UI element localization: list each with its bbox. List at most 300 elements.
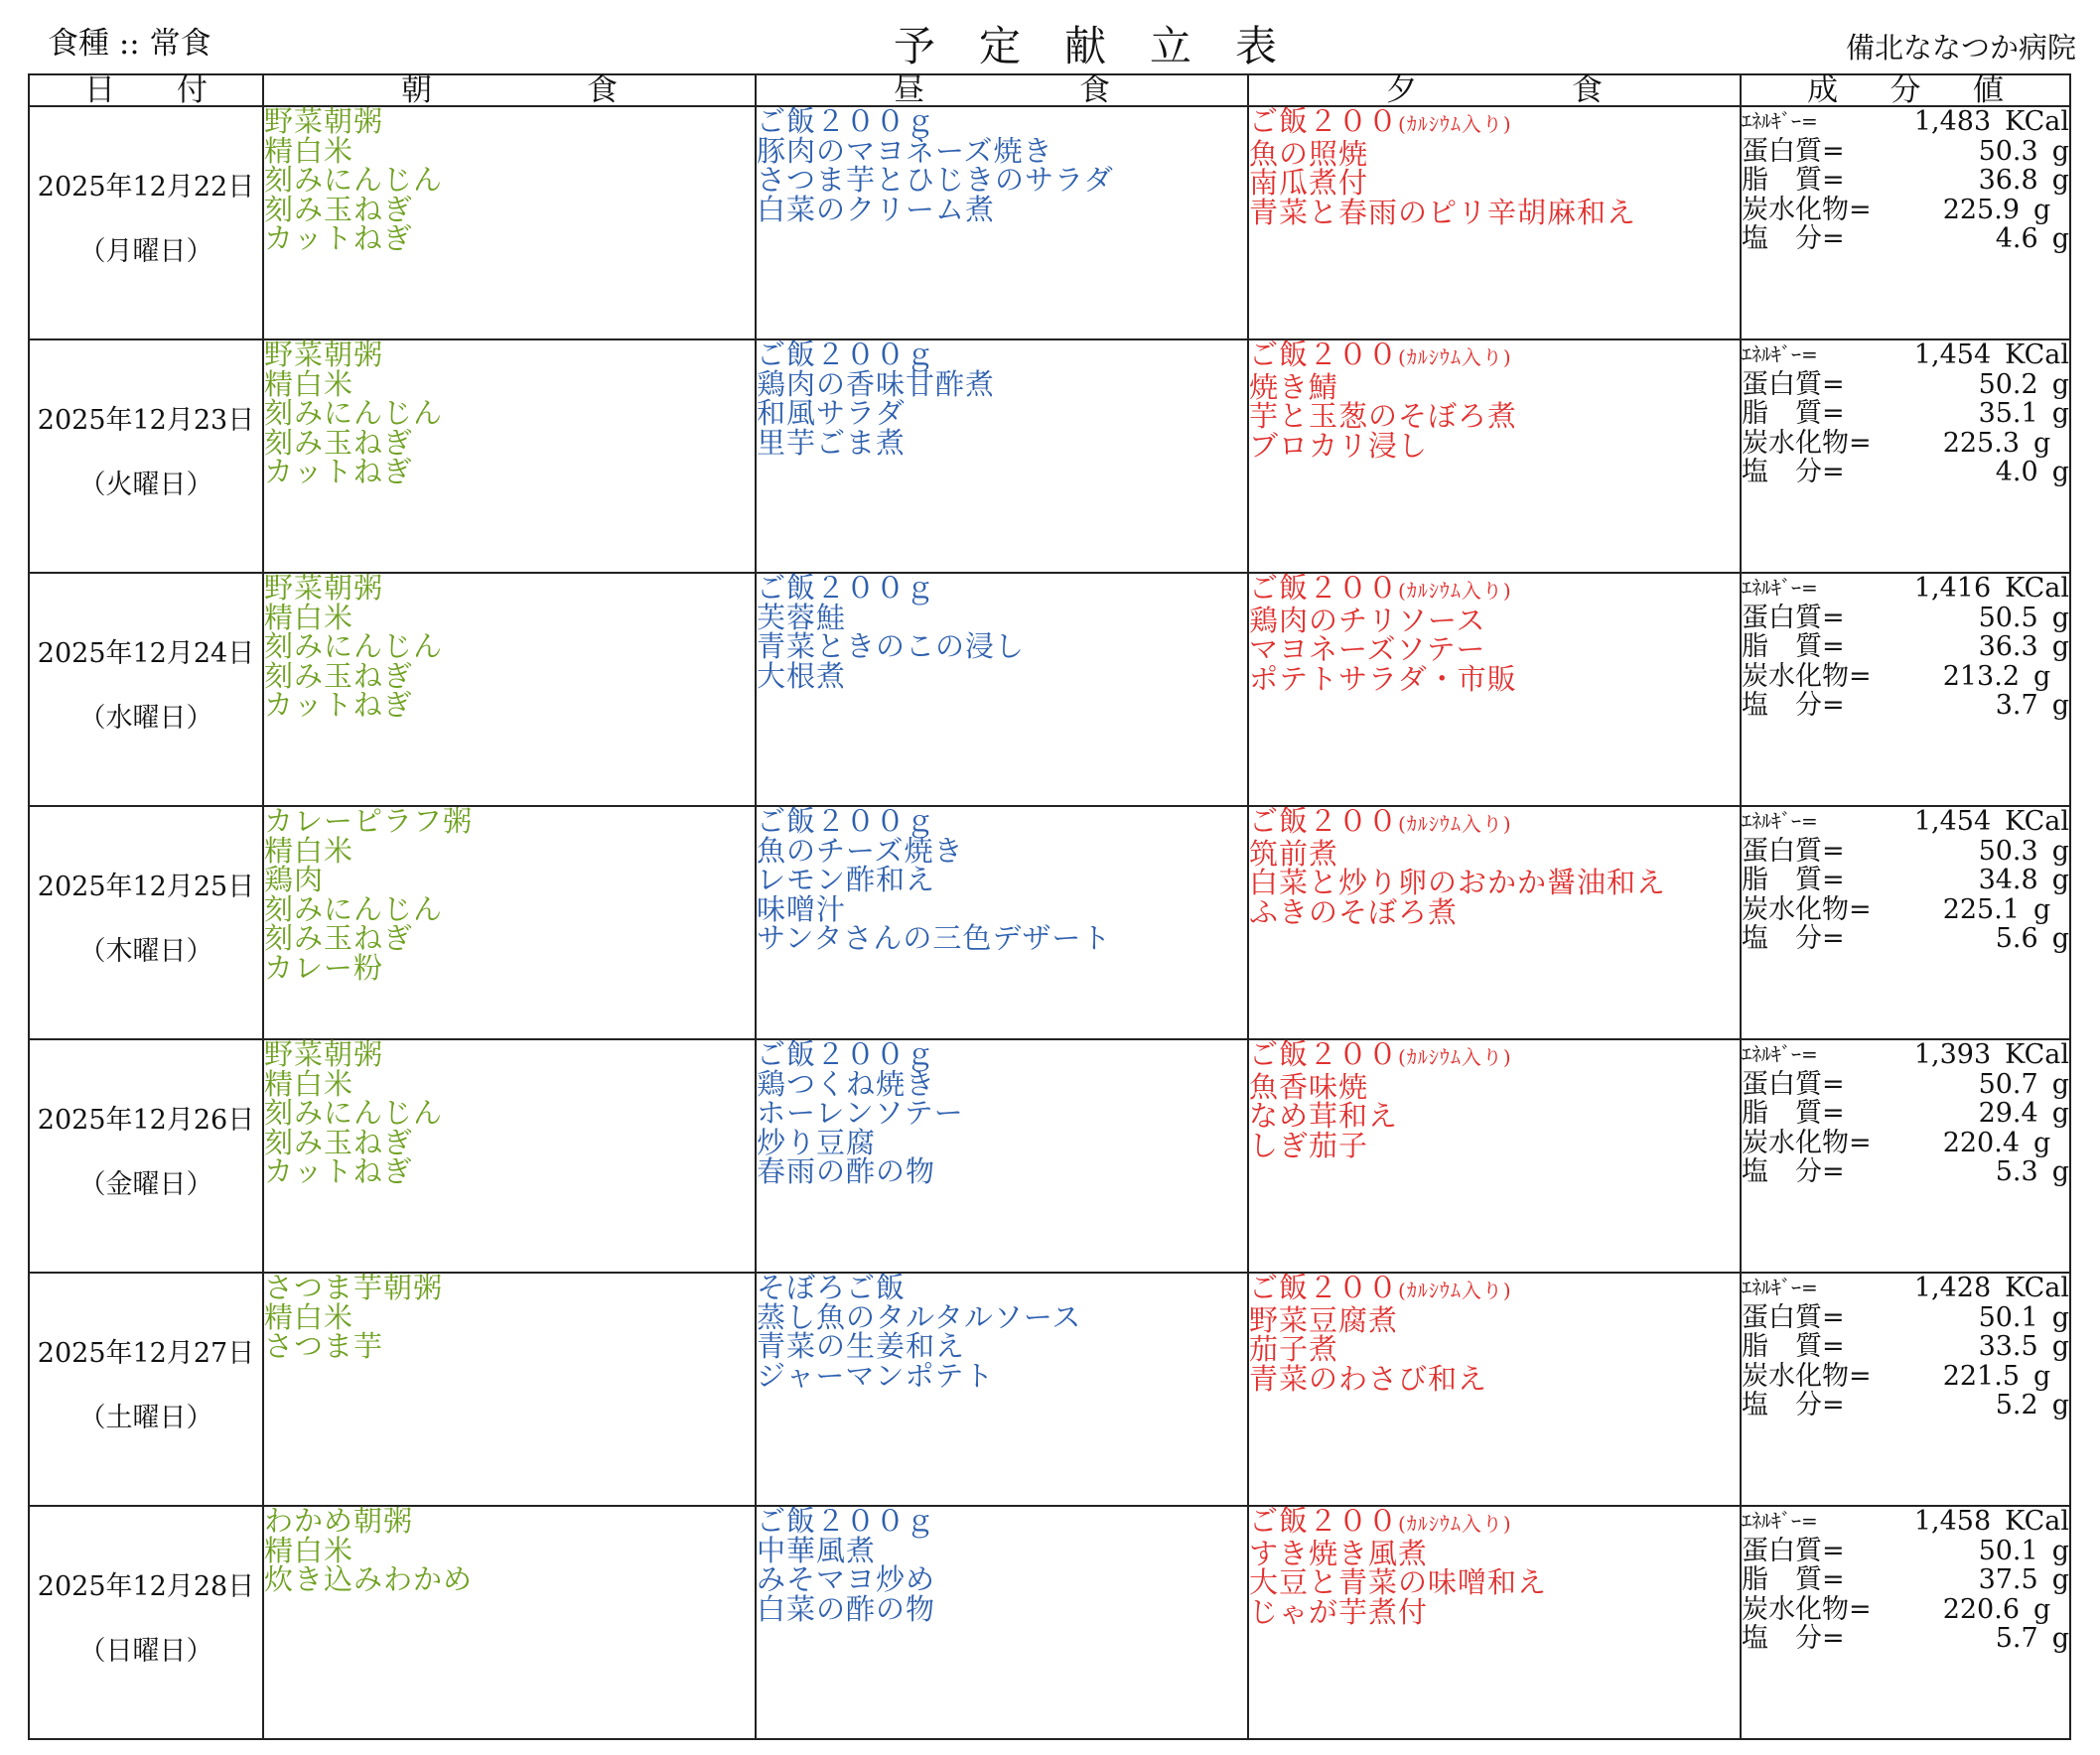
nutrition-cell [1741, 1506, 2070, 1739]
breakfast-item: カットねぎ [264, 455, 413, 488]
nutrient-row-carb [1742, 662, 2069, 692]
nutrient-value: 5.3 [1995, 1156, 2038, 1187]
nutrient-value: 213.2 [1942, 660, 2020, 692]
hospital-name: 備北ななつか病院 [1845, 31, 2076, 65]
nutrient-row-salt [1742, 1391, 2069, 1420]
nutrient-row-salt [1742, 924, 2069, 954]
nutrient-unit: KCal [2005, 106, 2069, 137]
nutrient-label: 脂 質= [1742, 1564, 1845, 1595]
nutrient-row-protein [1742, 1303, 2069, 1333]
breakfast-cell [263, 339, 756, 573]
lunch-item: 和風サラダ [757, 396, 906, 430]
nutrient-row-energy [1742, 1274, 2069, 1303]
nutrient-label: 炭水化物= [1742, 660, 1872, 692]
nutrient-label: ｴﾈﾙｷﾞｰ= [1742, 109, 1818, 133]
dinner-cell [1248, 573, 1741, 806]
dinner-item: 茄子煮 [1249, 1332, 1339, 1366]
nutrient-value: 1,428 [1913, 1273, 1992, 1303]
nutrient-row-protein [1742, 604, 2069, 633]
dinner-item: 南瓜煮付 [1249, 166, 1369, 200]
nutrient-unit: KCal [2005, 339, 2069, 370]
nutrient-label: 蛋白質= [1742, 135, 1845, 167]
nutrient-label: 蛋白質= [1742, 1301, 1845, 1333]
nutrient-value: 29.4 [1978, 1098, 2038, 1129]
breakfast-item: 刻みにんじん [264, 1096, 444, 1130]
lunch-item: ご飯２００ｇ [757, 1504, 936, 1538]
nutrient-value: 1,458 [1913, 1506, 1992, 1537]
dinner-item: 野菜豆腐煮 [1249, 1302, 1399, 1337]
nutrient-label: 脂 質= [1742, 631, 1845, 662]
dinner-item: ポテトサラダ・市販 [1249, 661, 1517, 696]
weekday-text: （金曜日） [78, 1169, 213, 1200]
nutrient-value: 220.6 [1942, 1593, 2020, 1625]
breakfast-item: 野菜朝粥 [264, 571, 384, 605]
nutrient-label: ｴﾈﾙｷﾞｰ= [1742, 1276, 1818, 1299]
dinner-item: 魚の照焼 [1249, 136, 1369, 171]
nutrient-value: 50.5 [1978, 602, 2038, 633]
nutrient-label: 塩 分= [1742, 923, 1845, 954]
dinner-item: 白菜と炒り卵のおかか醤油和え [1249, 866, 1667, 899]
nutrient-label: 炭水化物= [1742, 1127, 1872, 1158]
nutrient-unit: g [2051, 1068, 2069, 1100]
dinner-item: 芋と玉葱のそぼろ煮 [1249, 399, 1518, 433]
dinner-item: しぎ茄子 [1249, 1128, 1369, 1162]
nutrient-row-carb [1742, 1129, 2069, 1158]
dinner-item: 青菜のわさび和え [1249, 1361, 1488, 1396]
lunch-item: 味噌汁 [757, 891, 847, 926]
breakfast-item: 野菜朝粥 [264, 338, 384, 371]
nutrient-unit: g [2033, 1593, 2051, 1625]
calcium-note: (ｶﾙｼｳﾑ入り) [1398, 1512, 1512, 1536]
day-row [29, 339, 2070, 573]
breakfast-item: 野菜朝粥 [264, 1037, 384, 1071]
column-header-nutrition [1741, 74, 2070, 106]
breakfast-cell [263, 1506, 756, 1739]
nutrient-value: 1,454 [1913, 339, 1992, 370]
nutrient-value: 221.5 [1942, 1360, 2020, 1392]
lunch-item: レモン酢和え [757, 863, 936, 896]
nutrient-row-salt [1742, 458, 2069, 487]
lunch-cell [756, 106, 1248, 339]
nutrient-row-energy [1742, 807, 2069, 837]
weekday-text: （日曜日） [78, 1636, 213, 1667]
nutrient-value: 225.3 [1942, 427, 2020, 459]
lunch-item: 青菜ときのこの浸し [757, 629, 1026, 663]
nutrient-unit: g [2051, 457, 2069, 487]
lunch-item: 青菜の生姜和え [757, 1329, 966, 1363]
calcium-note: (ｶﾙｼｳﾑ入り) [1398, 579, 1512, 603]
dinner-rice-item [1249, 104, 1740, 140]
nutrient-value: 50.2 [1978, 368, 2038, 400]
nutrient-label: 脂 質= [1742, 398, 1845, 429]
breakfast-item: 刻みにんじん [264, 163, 444, 197]
breakfast-item: さつま芋朝粥 [264, 1271, 444, 1304]
breakfast-cell [263, 806, 756, 1039]
date-cell [29, 1273, 263, 1506]
nutrient-row-protein [1742, 837, 2069, 867]
date-cell [29, 573, 263, 806]
nutrient-unit: KCal [2005, 806, 2069, 837]
lunch-item: 中華風煮 [757, 1533, 877, 1567]
nutrient-row-energy [1742, 107, 2069, 137]
nutrient-row-fat [1742, 632, 2069, 662]
lunch-cell [756, 1273, 1248, 1506]
lunch-item: 白菜の酢の物 [757, 1591, 936, 1626]
column-header-lunch [756, 74, 1248, 106]
day-row [29, 573, 2070, 806]
nutrient-unit: g [2051, 135, 2069, 167]
date-cell [29, 1039, 263, 1273]
dinner-cell [1248, 806, 1741, 1039]
dinner-rice-text: ご飯２００ [1249, 804, 1399, 838]
breakfast-item: 刻み玉ねぎ [264, 658, 414, 693]
lunch-item: 芙蓉鮭 [757, 600, 847, 634]
dinner-rice-text: ご飯２００ [1249, 1504, 1399, 1538]
nutrient-label: 蛋白質= [1742, 602, 1845, 633]
nutrient-unit: g [2051, 1098, 2069, 1129]
nutrient-unit: g [2051, 165, 2069, 196]
nutrient-value: 1,416 [1913, 573, 1992, 604]
date-cell [29, 106, 263, 339]
lunch-cell [756, 573, 1248, 806]
nutrient-label: 蛋白質= [1742, 1068, 1845, 1100]
nutrient-value: 225.1 [1942, 893, 2020, 925]
nutrient-row-energy [1742, 574, 2069, 604]
nutrient-value: 4.6 [1995, 223, 2038, 254]
date-text: 2025年12月23日 [37, 405, 255, 436]
breakfast-item: 炊き込みわかめ [264, 1562, 474, 1596]
weekday-text: （土曜日） [78, 1403, 213, 1433]
column-header-dinner [1248, 74, 1741, 106]
breakfast-cell [263, 1039, 756, 1273]
breakfast-item: 精白米 [264, 1533, 354, 1567]
nutrient-unit: g [2033, 194, 2051, 225]
nutrient-label: ｴﾈﾙｷﾞｰ= [1742, 1042, 1818, 1066]
calcium-note: (ｶﾙｼｳﾑ入り) [1398, 1279, 1512, 1302]
nutrient-row-fat [1742, 166, 2069, 196]
breakfast-item: 鶏肉 [264, 863, 325, 896]
nutrient-value: 36.8 [1978, 165, 2038, 196]
lunch-cell [756, 339, 1248, 573]
breakfast-item: 刻み玉ねぎ [264, 192, 414, 226]
nutrient-value: 1,393 [1913, 1039, 1992, 1070]
dinner-item: じゃが芋煮付 [1249, 1594, 1429, 1629]
lunch-cell [756, 1039, 1248, 1273]
nutrient-unit: KCal [2005, 1273, 2069, 1303]
nutrient-label: ｴﾈﾙｷﾞｰ= [1742, 342, 1818, 366]
nutrient-unit: g [2033, 893, 2051, 925]
column-header-breakfast-char: 朝 [401, 72, 432, 108]
day-row [29, 1039, 2070, 1273]
lunch-item: ホーレンソテー [757, 1096, 964, 1130]
nutrient-label: 蛋白質= [1742, 835, 1845, 867]
lunch-cell [756, 806, 1248, 1039]
dinner-item: マヨネーズソテー [1249, 632, 1486, 666]
dinner-rice-item [1249, 1271, 1740, 1306]
nutrient-label: ｴﾈﾙｷﾞｰ= [1742, 576, 1818, 600]
lunch-item: ご飯２００ｇ [757, 104, 936, 138]
page-title: 予定献立表 [894, 22, 1322, 70]
date-text: 2025年12月27日 [37, 1338, 255, 1369]
dinner-rice-item [1249, 1504, 1740, 1540]
dinner-rice-text: ご飯２００ [1249, 571, 1399, 605]
column-header-date: 日 付 [29, 74, 263, 106]
dinner-item: すき焼き風煮 [1249, 1536, 1429, 1570]
dinner-rice-text: ご飯２００ [1249, 1037, 1399, 1071]
nutrient-value: 50.7 [1978, 1068, 2038, 1100]
column-header-nutrition-char: 分 [1890, 72, 1921, 108]
nutrient-value: 1,483 [1913, 106, 1992, 137]
nutrient-unit: g [2051, 690, 2069, 721]
nutrition-cell [1741, 106, 2070, 339]
date-text: 2025年12月26日 [37, 1105, 255, 1136]
dinner-rice-item [1249, 571, 1740, 607]
nutrient-unit: g [2051, 1156, 2069, 1187]
nutrient-unit: g [2051, 865, 2069, 895]
date-cell [29, 1506, 263, 1739]
column-header-dinner-char: 食 [1572, 72, 1603, 108]
nutrient-label: 脂 質= [1742, 1331, 1845, 1362]
date-text: 2025年12月24日 [37, 638, 255, 669]
nutrient-label: 塩 分= [1742, 1390, 1845, 1420]
dinner-rice-text: ご飯２００ [1249, 1271, 1399, 1304]
breakfast-item: カレーピラフ粥 [264, 804, 474, 838]
dinner-item: ふきのそぼろ煮 [1249, 894, 1459, 929]
nutrient-value: 5.2 [1995, 1390, 2038, 1420]
nutrient-row-salt [1742, 691, 2069, 721]
lunch-item: ご飯２００ｇ [757, 338, 936, 371]
column-header-breakfast [263, 74, 756, 106]
nutrient-row-fat [1742, 1332, 2069, 1362]
nutrient-row-fat [1742, 866, 2069, 895]
breakfast-item: カットねぎ [264, 1154, 413, 1188]
nutrient-unit: KCal [2005, 1506, 2069, 1537]
nutrient-row-salt [1742, 224, 2069, 254]
nutrient-value: 37.5 [1978, 1564, 2038, 1595]
breakfast-item: さつま芋 [264, 1329, 384, 1363]
breakfast-item: 刻みにんじん [264, 629, 444, 663]
nutrient-row-carb [1742, 1362, 2069, 1392]
nutrition-cell [1741, 573, 2070, 806]
lunch-cell [756, 1506, 1248, 1739]
lunch-item: 鶏つくね焼き [757, 1066, 936, 1101]
breakfast-item: カットねぎ [264, 688, 413, 722]
nutrient-label: ｴﾈﾙｷﾞｰ= [1742, 1509, 1818, 1533]
nutrient-row-carb [1742, 1595, 2069, 1625]
nutrient-label: 塩 分= [1742, 1156, 1845, 1187]
weekday-text: （月曜日） [78, 236, 213, 267]
nutrient-value: 225.9 [1942, 194, 2020, 225]
nutrient-unit: g [2051, 1623, 2069, 1654]
day-row [29, 1506, 2070, 1739]
dinner-item: 焼き鯖 [1249, 369, 1339, 404]
menu-table [28, 73, 2071, 1740]
nutrient-unit: g [2051, 602, 2069, 633]
breakfast-item: 刻み玉ねぎ [264, 1125, 414, 1159]
breakfast-item: 刻み玉ねぎ [264, 425, 414, 460]
nutrient-row-salt [1742, 1624, 2069, 1654]
column-header-nutrition-char: 値 [1972, 72, 2004, 108]
day-row [29, 806, 2070, 1039]
nutrient-value: 3.7 [1995, 690, 2038, 721]
nutrient-label: 脂 質= [1742, 865, 1845, 895]
nutrient-row-fat [1742, 399, 2069, 429]
dinner-rice-text: ご飯２００ [1249, 338, 1399, 371]
nutrient-row-energy [1742, 340, 2069, 370]
nutrient-row-protein [1742, 1070, 2069, 1100]
dinner-cell [1248, 1506, 1741, 1739]
nutrient-row-fat [1742, 1099, 2069, 1129]
menu-body [29, 106, 2070, 1739]
nutrient-unit: g [2051, 398, 2069, 429]
lunch-item: ご飯２００ｇ [757, 1037, 936, 1071]
date-cell [29, 339, 263, 573]
nutrient-unit: g [2051, 835, 2069, 867]
nutrient-unit: KCal [2005, 1039, 2069, 1070]
dinner-cell [1248, 1039, 1741, 1273]
dinner-item: ブロカリ浸し [1249, 428, 1429, 463]
nutrient-value: 50.3 [1978, 835, 2038, 867]
nutrient-label: 蛋白質= [1742, 368, 1845, 400]
nutrient-row-carb [1742, 895, 2069, 925]
nutrient-unit: g [2051, 1331, 2069, 1362]
nutrient-value: 1,454 [1913, 806, 1992, 837]
calcium-note: (ｶﾙｼｳﾑ入り) [1398, 345, 1512, 369]
nutrient-unit: g [2051, 631, 2069, 662]
nutrient-label: 塩 分= [1742, 457, 1845, 487]
date-text: 2025年12月25日 [37, 872, 255, 902]
breakfast-cell [263, 573, 756, 806]
nutrient-unit: g [2051, 1301, 2069, 1333]
nutrient-value: 34.8 [1978, 865, 2038, 895]
date-cell [29, 806, 263, 1039]
weekday-text: （火曜日） [78, 470, 213, 500]
breakfast-item: 刻みにんじん [264, 891, 444, 926]
nutrient-label: 塩 分= [1742, 223, 1845, 254]
dinner-item: 青菜と春雨のピリ辛胡麻和え [1249, 195, 1637, 229]
nutrient-unit: g [2033, 660, 2051, 692]
breakfast-item: わかめ朝粥 [264, 1504, 414, 1538]
nutrient-row-salt [1742, 1157, 2069, 1187]
lunch-item: ご飯２００ｇ [757, 571, 936, 605]
nutrient-unit: g [2051, 923, 2069, 954]
dinner-rice-item [1249, 1037, 1740, 1073]
column-header-nutrition-char: 成 [1807, 72, 1839, 108]
nutrient-unit: g [2051, 368, 2069, 400]
nutrient-value: 4.0 [1995, 457, 2038, 487]
lunch-item: みそマヨ炒め [757, 1562, 936, 1596]
nutrition-cell [1741, 1039, 2070, 1273]
dinner-item: 筑前煮 [1249, 836, 1339, 871]
calcium-note: (ｶﾙｼｳﾑ入り) [1398, 812, 1512, 836]
nutrient-label: ｴﾈﾙｷﾞｰ= [1742, 809, 1818, 833]
column-header-lunch-char: 昼 [894, 72, 924, 108]
nutrient-row-protein [1742, 137, 2069, 167]
column-header-dinner-char: 夕 [1386, 72, 1417, 108]
nutrient-label: 炭水化物= [1742, 194, 1872, 225]
nutrient-value: 220.4 [1942, 1127, 2020, 1158]
nutrient-label: 炭水化物= [1742, 1593, 1872, 1625]
nutrient-value: 50.3 [1978, 135, 2038, 167]
breakfast-cell [263, 106, 756, 339]
meal-type-label: 食種 :: 常食 [48, 26, 211, 62]
nutrient-unit: g [2051, 1564, 2069, 1595]
nutrient-row-carb [1742, 429, 2069, 459]
nutrient-row-protein [1742, 370, 2069, 400]
nutrient-label: 炭水化物= [1742, 427, 1872, 459]
nutrient-label: 蛋白質= [1742, 1535, 1845, 1566]
nutrient-value: 33.5 [1978, 1331, 2038, 1362]
dinner-rice-item [1249, 340, 1740, 373]
nutrient-value: 50.1 [1978, 1535, 2038, 1566]
nutrient-label: 炭水化物= [1742, 1360, 1872, 1392]
nutrient-unit: KCal [2005, 573, 2069, 604]
dinner-cell [1248, 106, 1741, 339]
nutrient-unit: g [2051, 223, 2069, 254]
breakfast-item: 精白米 [264, 1066, 354, 1101]
nutrient-label: 脂 質= [1742, 165, 1845, 196]
nutrient-unit: g [2033, 1360, 2051, 1392]
dinner-item: 鶏肉のチリソース [1249, 603, 1486, 637]
nutrient-value: 5.6 [1995, 923, 2038, 954]
nutrient-row-protein [1742, 1537, 2069, 1566]
breakfast-item: 刻み玉ねぎ [264, 921, 414, 955]
nutrient-value: 50.1 [1978, 1301, 2038, 1333]
lunch-item: 大根煮 [757, 658, 847, 693]
lunch-item: 蒸し魚のタルタルソース [757, 1299, 1082, 1334]
header-row [29, 74, 2070, 106]
dinner-cell [1248, 1273, 1741, 1506]
nutrient-value: 5.7 [1995, 1623, 2038, 1654]
nutrition-cell [1741, 1273, 2070, 1506]
nutrient-value: 36.3 [1978, 631, 2038, 662]
lunch-item: 鶏肉の香味甘酢煮 [757, 366, 996, 401]
weekday-text: （水曜日） [78, 703, 213, 734]
lunch-item: 魚のチーズ焼き [757, 833, 964, 868]
nutrient-unit: g [2033, 1127, 2051, 1158]
nutrient-row-energy [1742, 1507, 2069, 1537]
nutrient-unit: g [2051, 1390, 2069, 1420]
nutrient-value: 35.1 [1978, 398, 2038, 429]
nutrient-row-fat [1742, 1565, 2069, 1595]
breakfast-item: 刻みにんじん [264, 396, 444, 430]
breakfast-item: 野菜朝粥 [264, 104, 384, 138]
lunch-item: 春雨の酢の物 [757, 1154, 936, 1188]
dinner-rice-item [1249, 804, 1740, 840]
breakfast-item: 精白米 [264, 1299, 354, 1334]
day-row [29, 1273, 2070, 1506]
breakfast-item: 精白米 [264, 133, 354, 168]
nutrient-label: 塩 分= [1742, 1623, 1845, 1654]
breakfast-item: カレー粉 [264, 950, 384, 985]
weekday-text: （木曜日） [78, 936, 213, 967]
column-header-lunch-char: 食 [1079, 72, 1110, 108]
lunch-item: 豚肉のマヨネーズ焼き [757, 133, 1053, 168]
breakfast-item: 精白米 [264, 833, 354, 868]
lunch-item: さつま芋とひじきのサラダ [757, 163, 1114, 197]
nutrient-row-energy [1742, 1040, 2069, 1070]
lunch-item: 里芋ごま煮 [757, 425, 907, 460]
lunch-item: そぼろご飯 [757, 1271, 907, 1304]
breakfast-item: 精白米 [264, 366, 354, 401]
breakfast-item: カットねぎ [264, 221, 413, 255]
lunch-item: ご飯２００ｇ [757, 804, 936, 838]
breakfast-cell [263, 1273, 756, 1506]
dinner-item: なめ茸和え [1249, 1099, 1399, 1133]
column-header-breakfast-char: 食 [587, 72, 618, 108]
date-text: 2025年12月22日 [37, 172, 255, 202]
nutrient-unit: g [2033, 427, 2051, 459]
